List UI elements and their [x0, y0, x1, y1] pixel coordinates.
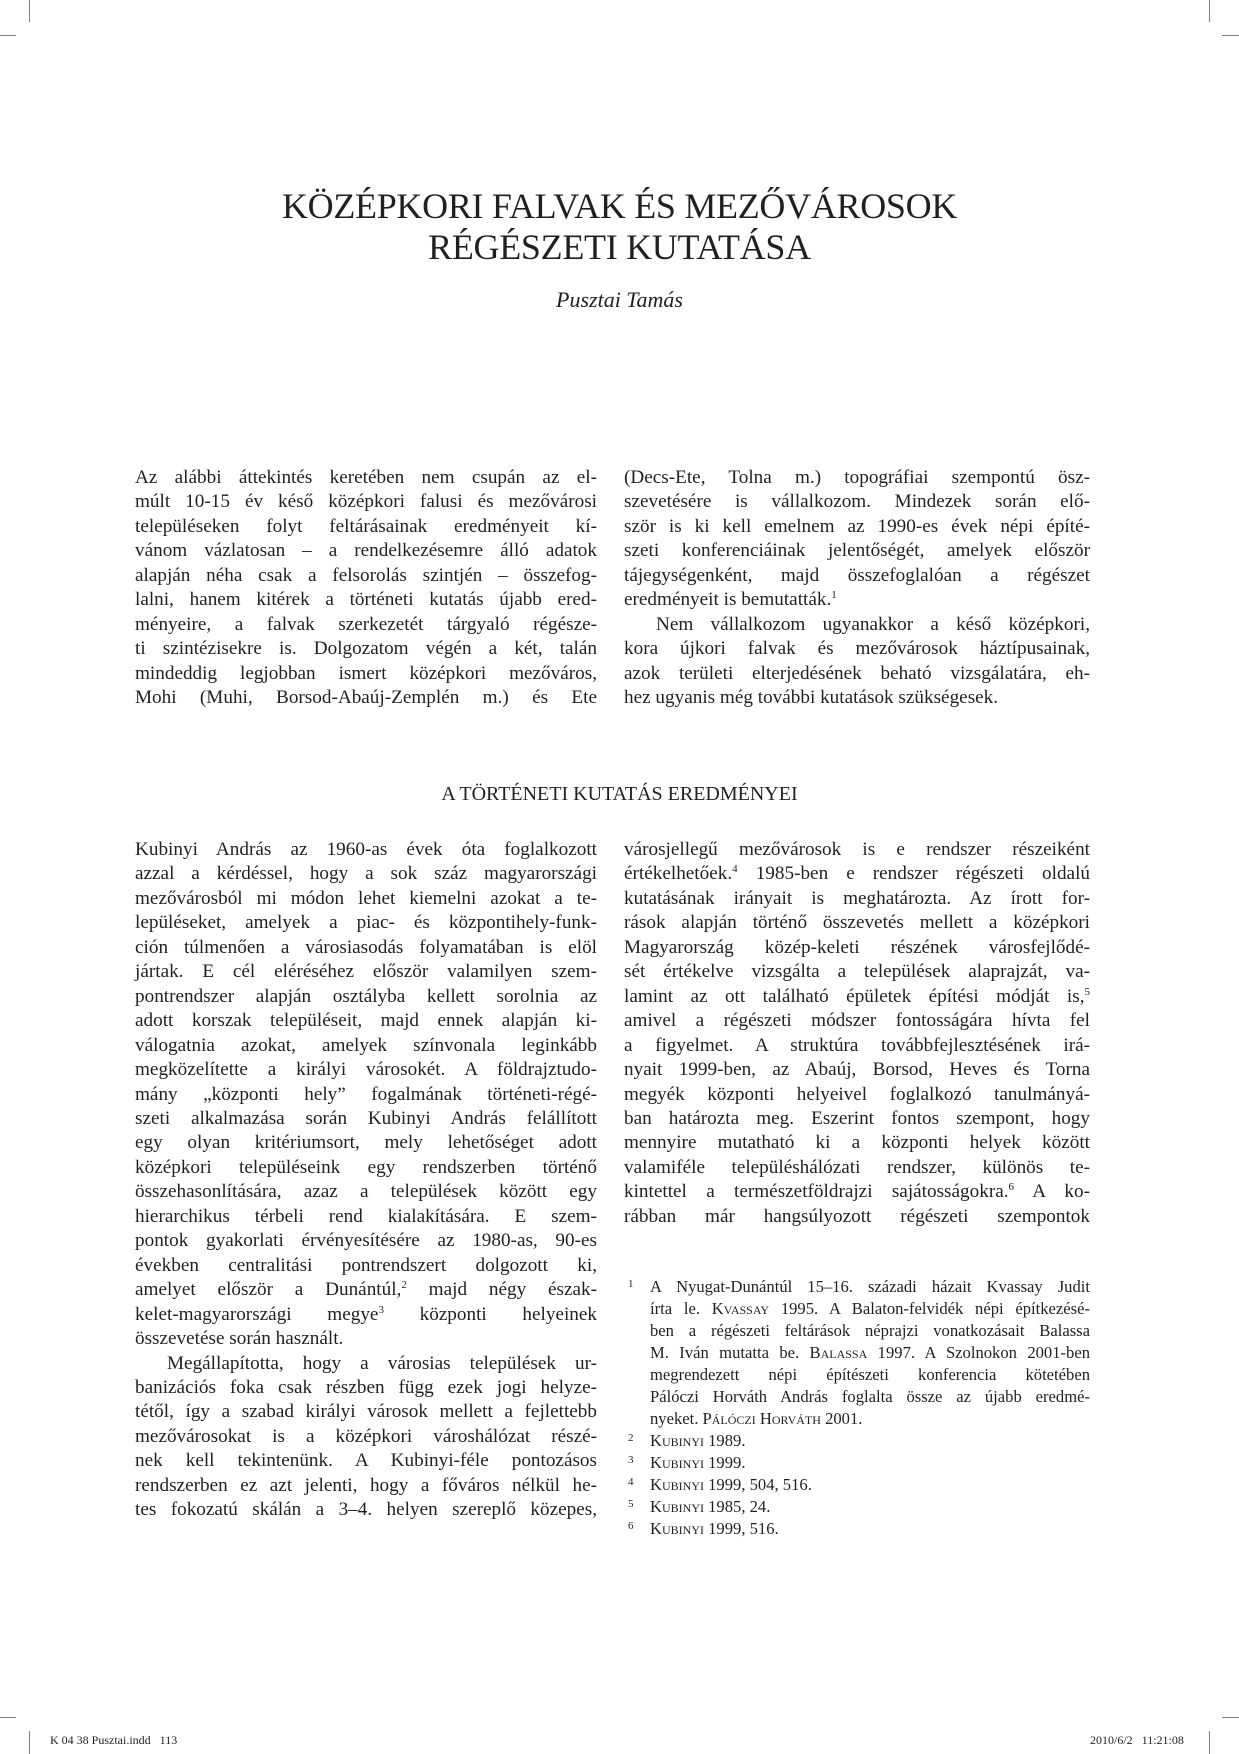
text-line: (Decs-Ete, Tolna m.) topográfiai szempontú ösz-: [624, 467, 1090, 488]
text-line: valamiféle településhálózati rendszer, különös te-: [624, 1156, 1090, 1178]
text-line: [624, 588, 1090, 612]
text-line: megrendezett népi építészeti konferencia kötetében: [650, 1365, 1090, 1384]
citation-author: Pálóczi Horváth: [702, 1409, 821, 1428]
citation-author: Kubinyi: [650, 1519, 704, 1538]
footnote-number: 3: [628, 1454, 634, 1466]
text-fragment: 1997. A Szolnokon 2001-ben: [867, 1343, 1090, 1362]
footnote-number: 1: [628, 1278, 634, 1290]
text-line: hez ugyanis még további kutatások szükségesek.: [624, 687, 999, 709]
text-line: jártak. E cél eléréséhez először valamilyen szem-: [135, 961, 597, 983]
citation-detail: 1999.: [703, 1453, 746, 1472]
text-line: [624, 985, 1090, 1009]
text-line: [135, 1278, 597, 1302]
crop-mark-bottom-left-h: [0, 1717, 16, 1718]
text-line: pontok gyakorlati érvényesítésére az 1980-as, 90-es: [135, 1230, 597, 1252]
text-fragment: eredményeit is bemutatták.: [624, 589, 832, 611]
text-line: ször is ki kell emelnem az 1990-es évek népi építé-: [624, 515, 1090, 537]
text-line: ményeire, a falvak szerkezetét tárgyaló régésze-: [135, 613, 597, 635]
text-fragment: írta le.: [650, 1299, 712, 1318]
section-heading: A TÖRTÉNETI KUTATÁS EREDMÉNYEI: [441, 783, 798, 805]
footnote-4: [624, 1474, 1090, 1496]
abstract-paragraph: [624, 466, 1090, 613]
text-line: Magyarország közép-keleti részének városfejlődé-: [624, 936, 1090, 958]
text-line: településeken folyt feltárásainak eredményeit kí-: [135, 515, 597, 537]
text-line: múlt 10-15 év késő középkori falusi és mezővárosi: [135, 491, 597, 513]
citation-detail: 1999, 516.: [703, 1519, 779, 1538]
footnote-ref-3[interactable]: 3: [378, 1303, 384, 1316]
title-line-1: KÖZÉPKORI FALVAK ÉS MEZŐVÁROSOK: [281, 186, 958, 226]
text-line: lalni, hanem kitérek a történeti kutatás újabb ered-: [135, 589, 597, 611]
footnote-2: [624, 1430, 1090, 1452]
text-line: [624, 1180, 1090, 1204]
footnote-1: [624, 1276, 1090, 1430]
text-line: A Nyugat-Dunántúl 15–16. századi házait Kvassay Judit: [650, 1277, 1090, 1296]
text-fragment: M. Iván mutatta be.: [650, 1343, 810, 1362]
text-line: Megállapította, hogy a városias települések ur-: [167, 1352, 597, 1374]
text-line: tájegységenként, majd összefoglalóan a régészet: [624, 564, 1090, 586]
footnote-ref-1[interactable]: 1: [831, 589, 837, 602]
print-slug-filename: K 04 38 Pusztai.indd 113: [50, 1733, 178, 1747]
text-line: lepüléseket, amelyek a piac- és központihely-funk-: [135, 912, 597, 934]
text-line: mány „központi hely” fogalmának történeti-régé-: [135, 1083, 597, 1105]
text-fragment: 2001.: [820, 1409, 863, 1428]
text-line: években centralitási pontrendszert dolgozott ki,: [135, 1254, 597, 1276]
text-line: tes fokozatú skálán a 3–4. helyen szereplő közepes,: [135, 1499, 597, 1521]
text-fragment: majd négy észak-: [406, 1279, 597, 1301]
abstract-right-column: [624, 466, 1090, 711]
abstract-paragraph-2: [624, 613, 1090, 711]
text-line: amivel a régészeti módszer fontosságára hívta fel: [624, 1010, 1090, 1032]
text-line: [135, 1303, 597, 1327]
text-line: adott korszak településeit, majd ennek alapján ki-: [135, 1010, 597, 1032]
text-line: a figyelmet. A struktúra továbbfejlesztésének irá-: [624, 1034, 1090, 1056]
text-line: hierarchikus térbeli rend kialakítására. E szem-: [135, 1205, 597, 1227]
citation-author: Kubinyi: [650, 1431, 704, 1450]
citation-author: Kubinyi: [650, 1475, 704, 1494]
text-line: rendszerben ez azt jelenti, hogy a főváros nélkül he-: [135, 1474, 597, 1496]
crop-mark-top-right-v: [1209, 0, 1210, 22]
crop-mark-bottom-left-v: [29, 1731, 30, 1754]
author-name: Pusztai Tamás: [556, 287, 683, 312]
crop-mark-top-left-v: [29, 0, 30, 22]
body-paragraph-1: [135, 838, 597, 1352]
footnote-5: [624, 1496, 1090, 1518]
text-line: ción túlmenően a városiasodás folyamatában is elöl: [135, 936, 597, 958]
citation-author: Kubinyi: [650, 1497, 704, 1516]
body-left-column: [135, 838, 597, 1523]
text-fragment: A ko-: [1014, 1181, 1090, 1203]
text-line: szeti alkalmazása során Kubinyi András felállított: [135, 1107, 597, 1129]
title-line-2: RÉGÉSZETI KUTATÁSA: [428, 227, 811, 267]
text-line: azok területi elterjedésének beható vizsgálatára, eh-: [624, 662, 1090, 684]
text-line: mindeddig legjobban ismert középkori mezőváros,: [135, 662, 597, 684]
text-line: szevetésére is vállalkozom. Mindezek során elő-: [624, 491, 1090, 513]
text-line: Pálóczi Horváth András foglalta össze az újabb eredmé-: [650, 1387, 1090, 1406]
footnote-number: 4: [628, 1476, 634, 1488]
text-line: nek kell tekintenünk. A Kubinyi-féle pontozásos: [135, 1450, 597, 1472]
text-fragment: értékelhetőek.: [624, 863, 733, 885]
print-slug-timestamp: 2010/6/2 11:21:08: [1090, 1733, 1184, 1747]
text-line: [624, 862, 1090, 886]
crop-mark-top-right-h: [1222, 35, 1239, 36]
text-line: Az alábbi áttekintés keretében nem csupán az el-: [135, 467, 597, 488]
text-line: pontrendszer alapján osztályba kellett sorolnia az: [135, 985, 597, 1007]
text-fragment: amelyet először a Dunántúl,: [135, 1279, 402, 1301]
text-fragment: központi helyeinek: [383, 1303, 598, 1325]
text-line: azzal a kérdéssel, hogy a sok száz magyarországi: [135, 863, 597, 885]
text-line: nyait 1999-ben, az Abaúj, Borsod, Heves és Torna: [624, 1059, 1090, 1081]
text-line: [650, 1298, 1090, 1320]
text-fragment: lamint az ott található épületek építési módját is,: [624, 985, 1085, 1007]
footnote-ref-4[interactable]: 4: [732, 863, 738, 876]
footnote-ref-6[interactable]: 6: [1008, 1181, 1015, 1194]
footnotes: [624, 1276, 1090, 1540]
text-line: ti szintézisekre is. Dolgozatom végén a két, talán: [135, 638, 597, 660]
footnote-6: [624, 1518, 1090, 1540]
text-fragment: 1995. A Balaton-felvidék népi építkezésé-: [769, 1299, 1090, 1318]
footnote-number: 6: [628, 1520, 634, 1532]
citation-detail: 1985, 24.: [703, 1497, 771, 1516]
footnote-number: 5: [628, 1498, 634, 1510]
text-fragment: kintettel a természetföldrajzi sajátosságokra.: [624, 1181, 1009, 1203]
text-line: összehasonlítására, azaz a települések között egy: [135, 1181, 597, 1203]
text-line: rások alapján történő összevetés mellett a középkori: [624, 912, 1090, 934]
body-paragraph-2: [135, 1352, 597, 1523]
article-title: [0, 186, 1239, 268]
footnote-3: [624, 1452, 1090, 1474]
footnote-number: 2: [628, 1432, 634, 1444]
citation-author: Balassa: [809, 1343, 868, 1362]
text-line: tétől, így a szabad királyi városok mellett a fejlettebb: [135, 1401, 597, 1423]
citation-detail: 1999, 504, 516.: [703, 1475, 812, 1494]
text-line: Kubinyi András az 1960-as évek óta foglalkozott: [135, 839, 597, 860]
text-line: Nem vállalkozom ugyanakkor a késő középkori,: [656, 613, 1090, 635]
text-fragment: 1985-ben e rendszer régészeti oldalú: [737, 863, 1090, 885]
text-line: Mohi (Muhi, Borsod-Abaúj-Zemplén m.) és Ete: [135, 687, 597, 709]
text-line: sét értékelve vizsgálta a települések alaprajzát, va-: [624, 961, 1090, 983]
text-line: mennyire mutatható ki a központi helyek között: [624, 1132, 1090, 1154]
text-line: vánom vázlatosan – a rendelkezésemre álló adatok: [135, 540, 597, 562]
text-line: mezővárosokat is a középkori városhálózat részé-: [135, 1425, 597, 1447]
text-line: mezővárosból mi módon lehet kiemelni azokat a te-: [135, 887, 597, 909]
text-fragment: nyeket.: [650, 1409, 703, 1428]
citation-author: Kubinyi: [650, 1453, 704, 1472]
text-line: kora újkori falvak és mezővárosok háztípusainak,: [624, 638, 1090, 660]
text-line: ban határozta meg. Eszerint fontos szempont, hogy: [624, 1107, 1090, 1129]
body-right-column: [624, 838, 1090, 1229]
citation-author: Kvassay: [711, 1299, 770, 1318]
text-line: rábban már hangsúlyozott régészeti szempontok: [624, 1205, 1090, 1227]
text-line: alapján néha csak a felsorolás szintjén – összefog-: [135, 564, 597, 586]
text-line: [650, 1342, 1090, 1364]
text-line: megközelítette a királyi városokét. A földrajztudo-: [135, 1059, 597, 1081]
crop-mark-bottom-right-v: [1209, 1731, 1210, 1754]
text-line: ben a régészeti feltárások néprajzi vonatkozásait Balassa: [650, 1321, 1090, 1340]
footnote-ref-2[interactable]: 2: [401, 1279, 407, 1292]
crop-mark-bottom-right-h: [1222, 1717, 1239, 1718]
text-line: szeti konferenciáinak jelentőségét, amelyek először: [624, 540, 1090, 562]
citation-detail: 1989.: [703, 1431, 746, 1450]
abstract-left-column: [135, 466, 597, 711]
text-line: középkori településeink egy rendszerben történő: [135, 1156, 597, 1178]
text-line: egy olyan kritériumsort, mely lehetőséget adott: [135, 1132, 597, 1154]
text-line: összevetése során használt.: [135, 1328, 344, 1350]
text-line: [650, 1408, 1090, 1430]
body-paragraph-continued: [624, 838, 1090, 1229]
footnote-ref-5[interactable]: 5: [1084, 985, 1090, 998]
abstract-paragraph: [135, 466, 597, 711]
text-line: városjellegű mezővárosok is e rendszer részeiként: [624, 839, 1090, 860]
text-line: megyék központi helyeivel foglalkozó tanulmányá-: [624, 1083, 1090, 1105]
crop-mark-top-left-h: [0, 35, 16, 36]
text-line: válogatnia azokat, amelyek színvonala leginkább: [135, 1034, 597, 1056]
text-line: banizációs foka csak részben függ ezek jogi helyze-: [135, 1376, 597, 1398]
text-fragment: kelet-magyarországi megye: [135, 1303, 379, 1325]
text-line: kutatásának irányait is meghatározta. Az írott for-: [624, 887, 1090, 909]
